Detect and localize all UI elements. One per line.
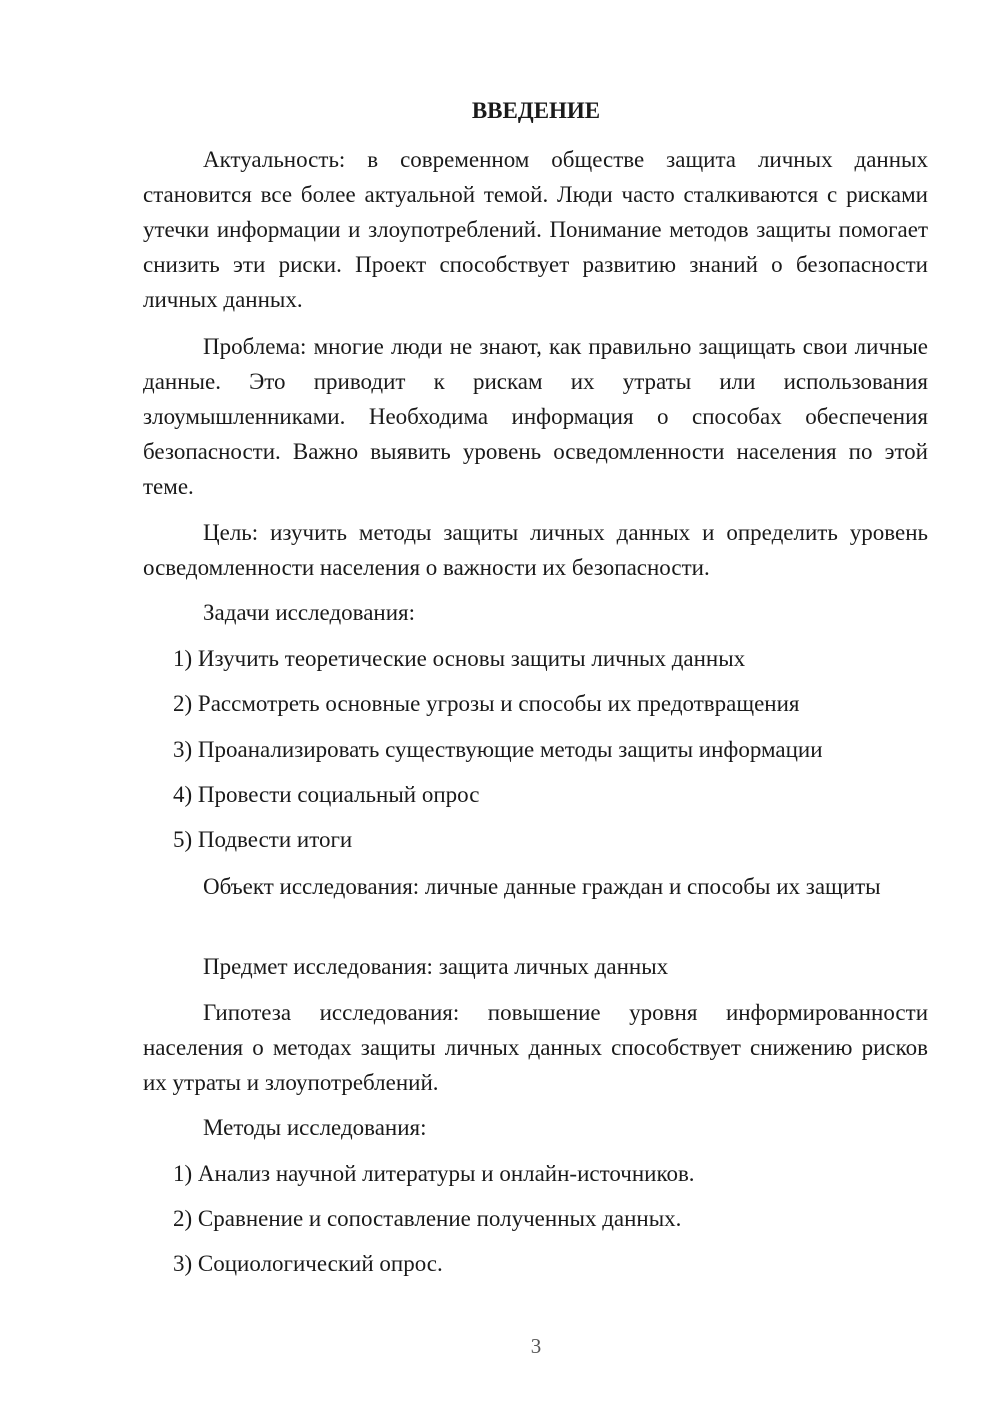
- list-item: 2) Рассмотреть основные угрозы и способы их предотвращения: [173, 691, 800, 716]
- tasks-item-5: [143, 822, 928, 857]
- object-text: Объект исследования: личные данные граждан и способы их защиты: [203, 874, 881, 899]
- goal-paragraph: [143, 515, 928, 585]
- methods-item-3: [143, 1246, 928, 1281]
- methods-item-2: [143, 1201, 928, 1236]
- problem-paragraph: [143, 329, 928, 504]
- list-item: 3) Проанализировать существующие методы защиты информации: [173, 737, 823, 762]
- page-number: 3: [530, 1334, 542, 1358]
- list-item: 3) Социологический опрос.: [173, 1251, 443, 1276]
- methods-heading: [143, 1110, 928, 1145]
- object-paragraph: [143, 869, 928, 904]
- tasks-item-4: [143, 777, 928, 812]
- page-title: ВВЕДЕНИЕ: [471, 98, 601, 123]
- list-item: 1) Анализ научной литературы и онлайн-источников.: [173, 1161, 695, 1186]
- tasks-item-1: [143, 641, 928, 676]
- list-item: 5) Подвести итоги: [173, 827, 353, 852]
- list-item: 1) Изучить теоретические основы защиты личных данных: [173, 646, 746, 671]
- subject-text: Предмет исследования: защита личных данных: [203, 954, 669, 979]
- relevance-paragraph: [143, 142, 928, 317]
- subject-paragraph: [143, 949, 928, 984]
- methods-item-1: [143, 1156, 928, 1191]
- hypothesis-text: Гипотеза исследования: повышение уровня информированности населения о методах защиты личных данных способствует снижению рисков их утраты и злоупотреблений.: [143, 1000, 928, 1095]
- hypothesis-paragraph: [143, 995, 928, 1100]
- tasks-item-3: [143, 732, 928, 767]
- relevance-text: Актуальность: в современном обществе защита личных данных становится все более актуальной темой. Люди часто сталкиваются с рисками утечки информации и злоупотреблений. Понимание методов защиты помогает снизить эти риски. Проект способствует развитию знаний о безопасности личных данных.: [143, 147, 928, 312]
- list-item: 4) Провести социальный опрос: [173, 782, 480, 807]
- methods-heading-text: Методы исследования:: [203, 1115, 427, 1140]
- goal-text: Цель: изучить методы защиты личных данных и определить уровень осведомленности населения о важности их безопасности.: [143, 520, 928, 580]
- tasks-item-2: [143, 686, 928, 721]
- tasks-heading-text: Задачи исследования:: [203, 600, 416, 625]
- tasks-heading: [143, 595, 928, 630]
- problem-text: Проблема: многие люди не знают, как правильно защищать свои личные данные. Это приводит к рискам их утраты или использования злоумышленниками. Необходима информация о способах обеспечения безопасности. Важно выявить уровень осведомленности населения по этой теме.: [143, 334, 928, 499]
- list-item: 2) Сравнение и сопоставление полученных данных.: [173, 1206, 682, 1231]
